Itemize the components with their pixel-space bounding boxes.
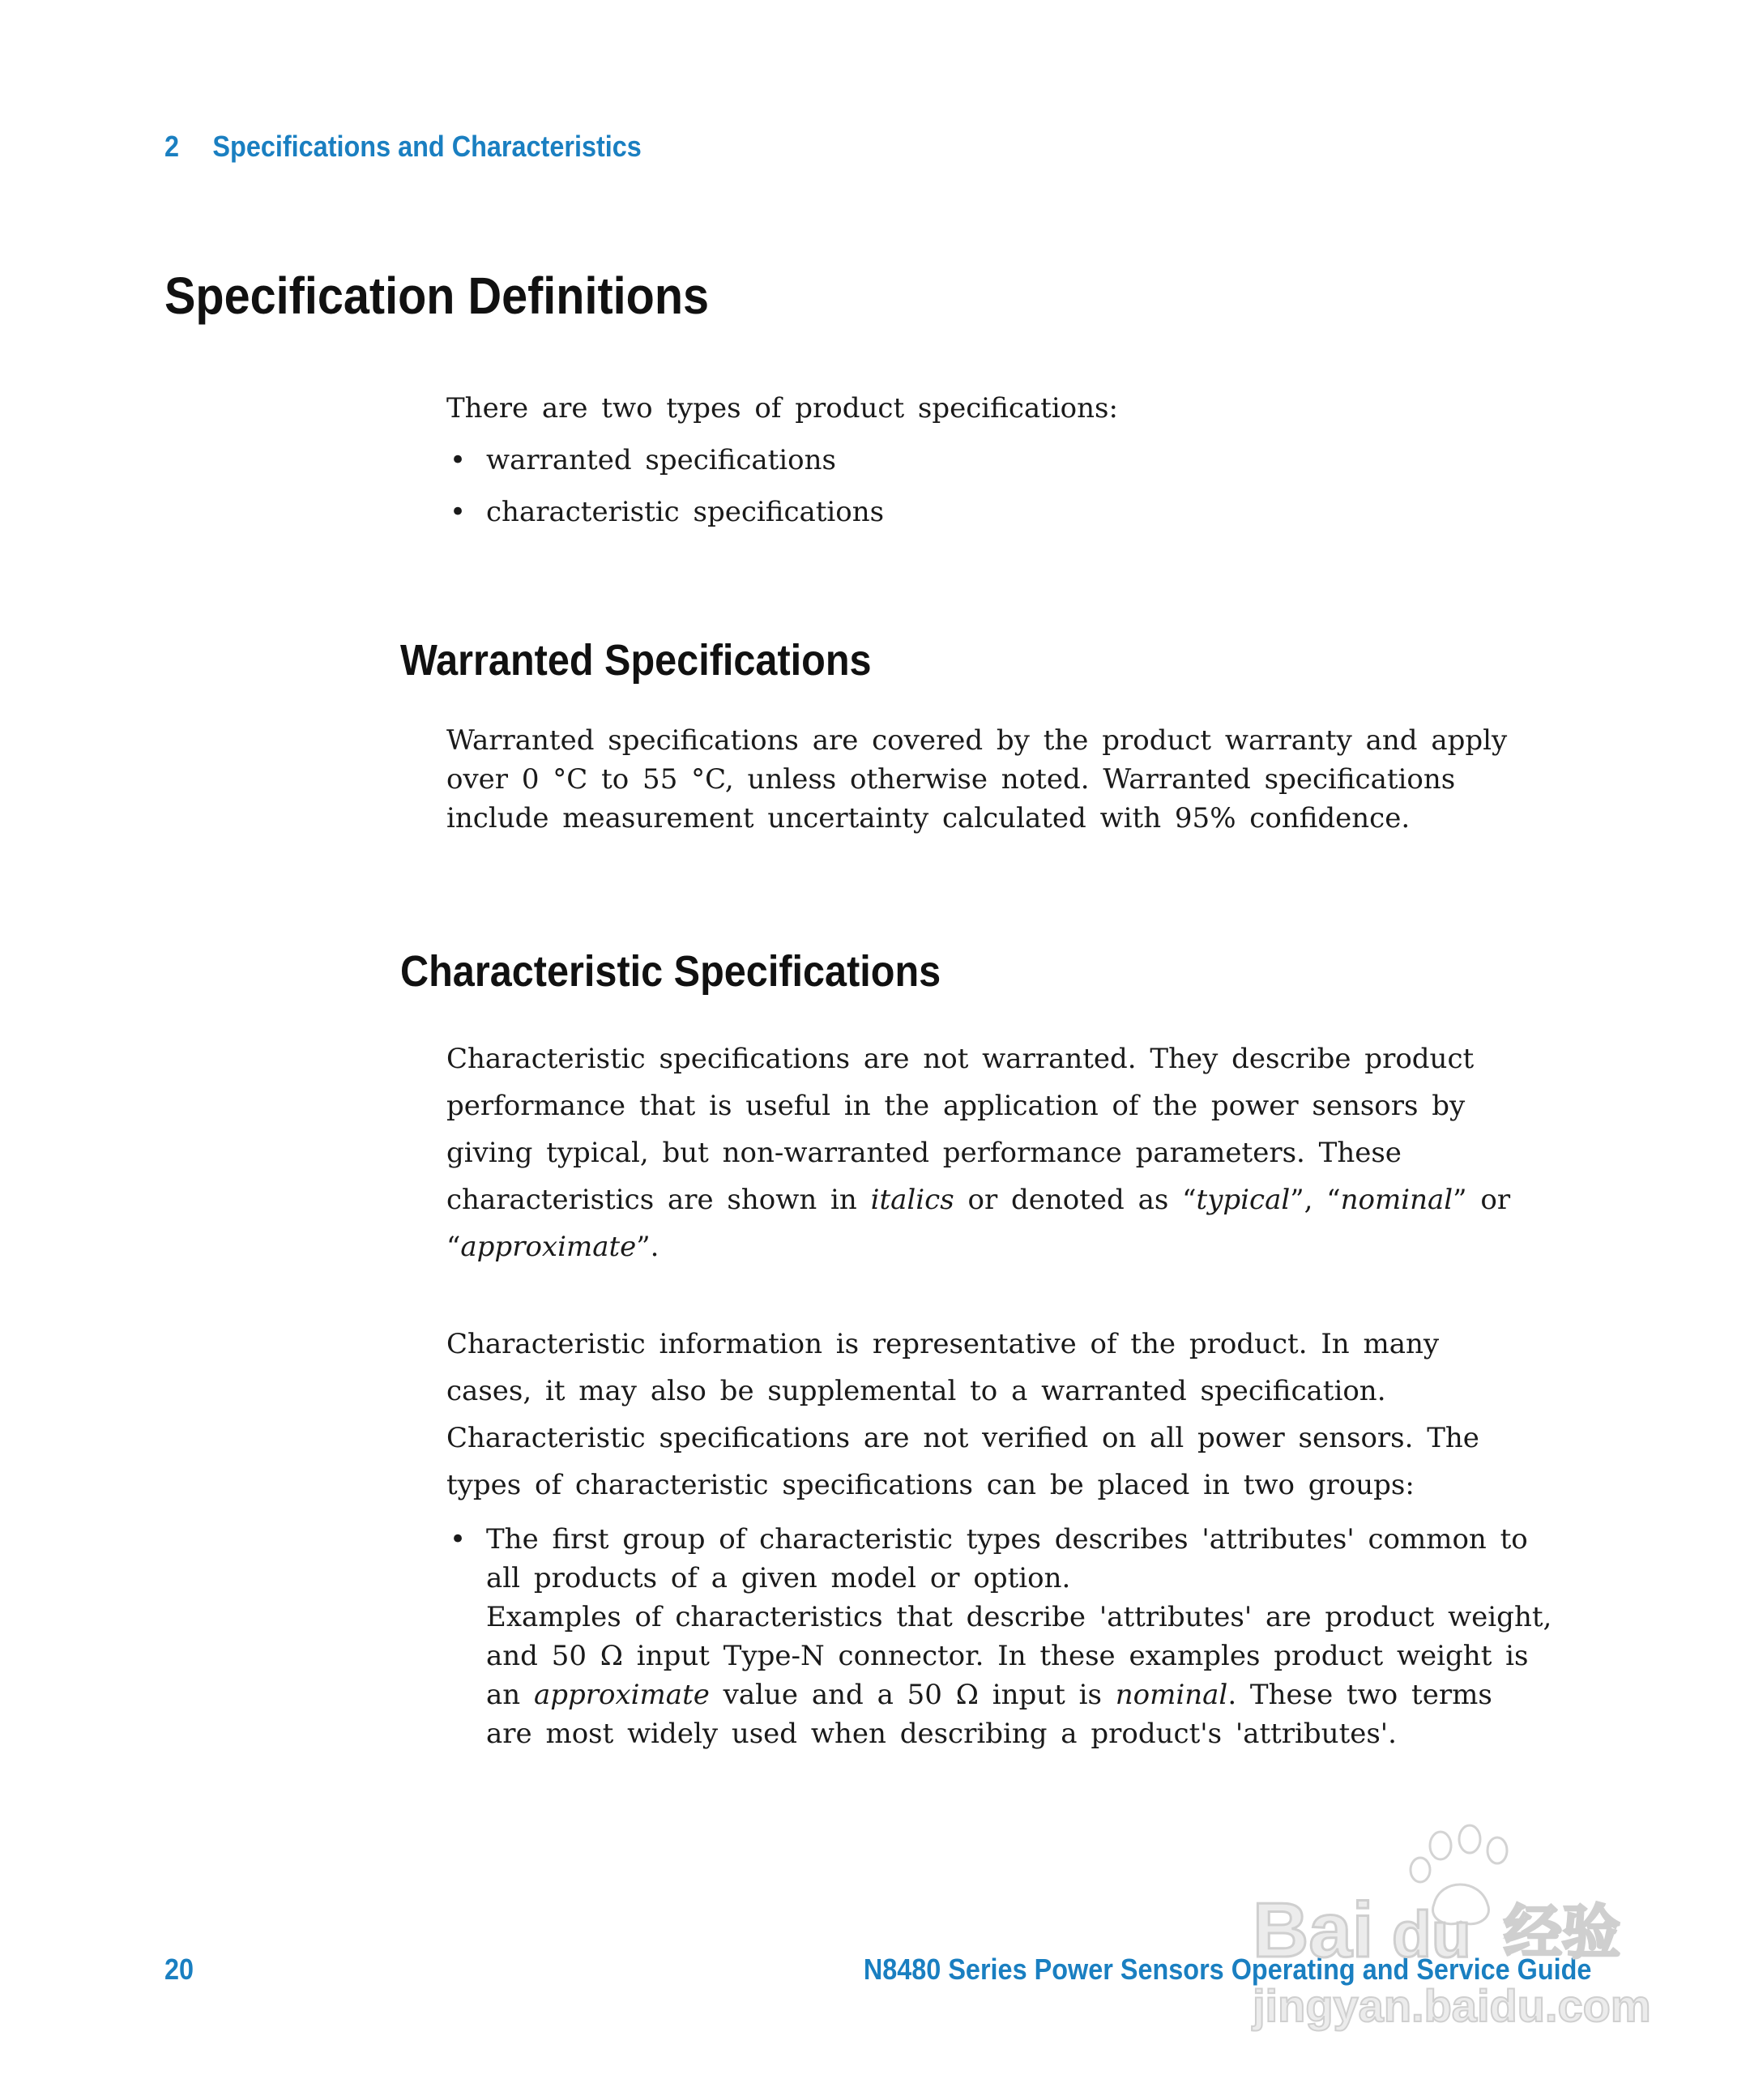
- characteristic-heading: Characteristic Specifications: [400, 947, 941, 996]
- italic-term: approximate: [533, 1679, 710, 1711]
- watermark-url: jingyan.baidu.com: [1253, 1980, 1651, 2031]
- text-line: The first group of characteristic types describes 'attributes' common to: [486, 1523, 1528, 1556]
- text-line: Characteristic specifications are not warranted. They describe product: [446, 1043, 1475, 1075]
- watermark-brand: Bai: [1253, 1887, 1374, 1974]
- running-header: [164, 130, 642, 164]
- text-line: and 50 Ω input Type-N connector. In these examples product weight is: [486, 1640, 1529, 1672]
- baidu-watermark: [1246, 1815, 1651, 2034]
- text-line: characteristics are shown in italics or denoted as “typical”, “nominal” or: [446, 1184, 1511, 1216]
- page-number: 20: [164, 1953, 194, 1986]
- characteristic-paragraph-1: [446, 1035, 1581, 1270]
- intro-text: There are two types of product specifications:: [446, 392, 1118, 425]
- italic-term: nominal: [1115, 1679, 1228, 1711]
- chapter-title: Specifications and Characteristics: [212, 130, 642, 163]
- watermark-brand-2: du: [1392, 1898, 1471, 1970]
- text-line: all products of a given model or option.: [486, 1562, 1071, 1594]
- list-item: • warranted specifications: [446, 434, 1581, 486]
- guide-title: N8480 Series Power Sensors Operating and Service Guide: [863, 1953, 1591, 1986]
- characteristic-paragraph-2: [446, 1321, 1581, 1509]
- text-line: include measurement uncertainty calculated with 95% confidence.: [446, 802, 1411, 834]
- text-line: Examples of characteristics that describe 'attributes' are product weight,: [486, 1601, 1552, 1633]
- bullet-icon: •: [450, 1523, 467, 1556]
- text-line: Warranted specifications are covered by the product warranty and apply: [446, 724, 1508, 757]
- text-line: performance that is useful in the application of the power sensors by: [446, 1090, 1466, 1122]
- intro-block: [446, 382, 1581, 538]
- characteristic-bullet-block: [446, 1520, 1581, 1753]
- italic-term: approximate: [460, 1231, 637, 1263]
- warranted-heading: Warranted Specifications: [400, 636, 872, 685]
- chapter-number: 2: [164, 130, 180, 163]
- text-line: Characteristic specifications are not verified on all power sensors. The: [446, 1422, 1479, 1454]
- intro-bullet-list: [446, 434, 1581, 538]
- italic-term: italics: [870, 1184, 954, 1216]
- text-line: over 0 °C to 55 °C, unless otherwise noted. Warranted specifications: [446, 763, 1456, 796]
- text-line: giving typical, but non-warranted performance parameters. These: [446, 1137, 1402, 1169]
- list-item: • characteristic specifications: [446, 486, 1581, 538]
- text-line: types of characteristic specifications can be placed in two groups:: [446, 1469, 1415, 1501]
- bullet-icon: •: [450, 496, 467, 528]
- page-title: Specification Definitions: [164, 267, 710, 325]
- watermark-cn-text: 经验: [1504, 1898, 1621, 1966]
- text-line: are most widely used when describing a product's 'attributes'.: [486, 1718, 1397, 1750]
- italic-term: typical: [1196, 1184, 1291, 1216]
- text-line: cases, it may also be supplemental to a warranted specification.: [446, 1375, 1386, 1407]
- warranted-paragraph: [446, 721, 1581, 838]
- text-line: “approximate”.: [446, 1231, 659, 1263]
- bullet-icon: •: [450, 444, 467, 476]
- text-line: Characteristic information is representative of the product. In many: [446, 1328, 1440, 1360]
- italic-term: nominal: [1340, 1184, 1453, 1216]
- list-item: [446, 1520, 1581, 1753]
- text-line: an approximate value and a 50 Ω input is nominal. These two terms: [486, 1679, 1492, 1711]
